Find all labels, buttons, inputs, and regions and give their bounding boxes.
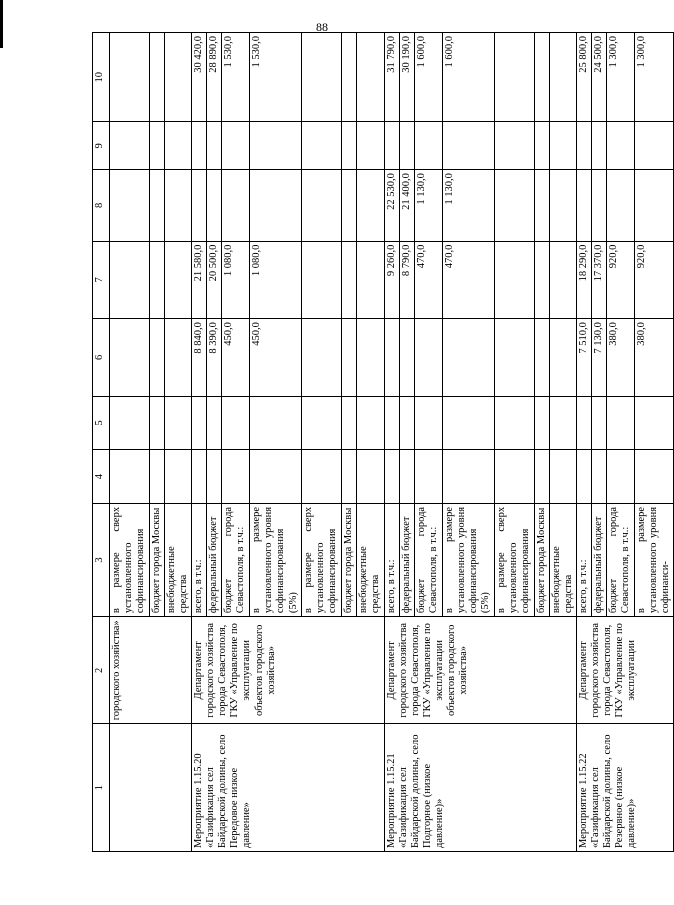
budget-source-label: внебюджетные средства (549, 503, 576, 616)
value-cell (399, 122, 414, 170)
value-cell (576, 170, 591, 242)
budget-source-label: в размере сверх установленного софинансирования (494, 503, 534, 616)
col-header: 5 (93, 396, 110, 450)
col-header: 2 (93, 617, 110, 724)
value-cell (414, 122, 442, 170)
value-cell (606, 122, 634, 170)
budget-source-label: бюджет города Москвы (534, 503, 549, 616)
org-cell: Департамент городского хозяйства города Севастополя, ГКУ «Управление по эксплуатации (576, 617, 673, 724)
budget-source-label: всего, в т.ч.: (192, 503, 207, 616)
value-cell: 470,0 (414, 241, 442, 318)
value-cell: 1 080,0 (222, 241, 250, 318)
col-header: 3 (93, 503, 110, 616)
value-cell: 1 530,0 (222, 33, 250, 122)
table-row (384, 33, 399, 852)
col-header: 1 (93, 724, 110, 852)
value-cell (591, 170, 606, 242)
budget-source-label: бюджет города Москвы (150, 503, 165, 616)
value-cell: 470,0 (442, 241, 494, 318)
measure-title-cell: Мероприятие 1.15.22 «Газификация сел Байдарской долины, село Резервное (низкое давление)» (576, 724, 673, 852)
budget-source-label: внебюджетные средства (357, 503, 384, 616)
value-cell (576, 122, 591, 170)
value-cell: 920,0 (634, 241, 673, 318)
value-cell: 1 130,0 (414, 170, 442, 242)
budget-source-label: в размере сверх установленного софинансирования (302, 503, 342, 616)
value-cell (207, 122, 222, 170)
value-cell: 7 510,0 (576, 319, 591, 396)
value-cell (414, 319, 442, 396)
scan-edge-mark (0, 0, 3, 48)
value-cell: 1 600,0 (414, 33, 442, 122)
value-cell (442, 122, 494, 170)
value-cell (192, 170, 207, 242)
value-cell (606, 170, 634, 242)
value-cell: 1 300,0 (606, 33, 634, 122)
value-cell: 1 600,0 (442, 33, 494, 122)
org-cell: Департамент городского хозяйства города Севастополя, ГКУ «Управление по эксплуатации объектов городского хозяйства» (384, 617, 576, 724)
value-cell: 380,0 (606, 319, 634, 396)
budget-source-label: федеральный бюджет (207, 503, 222, 616)
budget-source-label: бюджет города Севастополя, в т.ч.: (414, 503, 442, 616)
value-cell: 17 370,0 (591, 241, 606, 318)
value-cell (442, 319, 494, 396)
col-header: 7 (93, 241, 110, 318)
value-cell (250, 122, 302, 170)
budget-source-label: в размере установленного уровня софинансирования (5%) (250, 503, 302, 616)
value-cell (384, 122, 399, 170)
value-cell (222, 170, 250, 242)
value-cell (384, 319, 399, 396)
table-row (576, 33, 591, 852)
value-cell: 30 190,0 (399, 33, 414, 122)
col-header: 8 (93, 170, 110, 242)
measure-title-cell (110, 724, 192, 852)
value-cell: 21 400,0 (399, 170, 414, 242)
budget-source-label: бюджет города Москвы (342, 503, 357, 616)
value-cell: 8 790,0 (399, 241, 414, 318)
value-cell: 1 300,0 (634, 33, 673, 122)
value-cell: 21 580,0 (192, 241, 207, 318)
value-cell: 380,0 (634, 319, 673, 396)
measure-title-cell: Мероприятие 1.15.20 «Газификация сел Байдарской долины, село Передовое низкое давление» (192, 724, 384, 852)
org-cell: городского хозяйства» (110, 617, 192, 724)
budget-source-label: всего, в т.ч.: (384, 503, 399, 616)
budget-source-label: бюджет города Севастополя, в т.ч.: (606, 503, 634, 616)
budget-source-label: бюджет города Севастополя, в т.ч.: (222, 503, 250, 616)
value-cell: 9 260,0 (384, 241, 399, 318)
value-cell (399, 319, 414, 396)
value-cell: 8 840,0 (192, 319, 207, 396)
value-cell: 450,0 (222, 319, 250, 396)
value-cell (634, 170, 673, 242)
value-cell (192, 122, 207, 170)
value-cell (634, 122, 673, 170)
value-cell: 1 530,0 (250, 33, 302, 122)
value-cell: 25 800,0 (576, 33, 591, 122)
value-cell: 24 500,0 (591, 33, 606, 122)
value-cell (250, 170, 302, 242)
budget-source-label: в размере установленного уровня софинанси- (634, 503, 673, 616)
budget-source-label: в размере установленного уровня софинансирования (5%) (442, 503, 494, 616)
value-cell (207, 170, 222, 242)
table-row (110, 33, 150, 852)
org-cell: Департамент городского хозяйства города Севастополя, ГКУ «Управление по эксплуатации объектов городского хозяйства» (192, 617, 384, 724)
value-cell (591, 122, 606, 170)
value-cell: 920,0 (606, 241, 634, 318)
budget-table (92, 32, 674, 852)
value-cell: 1 080,0 (250, 241, 302, 318)
col-header: 4 (93, 450, 110, 504)
value-cell: 22 530,0 (384, 170, 399, 242)
value-cell: 28 890,0 (207, 33, 222, 122)
budget-source-label: в размере сверх установленного софинансирования (110, 503, 150, 616)
value-cell: 450,0 (250, 319, 302, 396)
value-cell: 18 290,0 (576, 241, 591, 318)
budget-source-label: федеральный бюджет (591, 503, 606, 616)
budget-source-label: федеральный бюджет (399, 503, 414, 616)
rotated-table-container (92, 32, 672, 852)
budget-source-label: всего, в т.ч.: (576, 503, 591, 616)
col-header: 9 (93, 122, 110, 170)
table-row (192, 33, 207, 852)
col-header: 6 (93, 319, 110, 396)
value-cell: 7 130,0 (591, 319, 606, 396)
col-header: 10 (93, 33, 110, 122)
budget-source-label: внебюджетные средства (165, 503, 192, 616)
value-cell: 20 500,0 (207, 241, 222, 318)
value-cell: 8 390,0 (207, 319, 222, 396)
value-cell: 30 420,0 (192, 33, 207, 122)
value-cell: 1 130,0 (442, 170, 494, 242)
header-row (93, 33, 110, 852)
measure-title-cell: Мероприятие 1.15.21 «Газификация сел Байдарской долины, село Подгорное (низкое давление)» (384, 724, 576, 852)
page-number: 88 (316, 20, 328, 34)
value-cell: 31 790,0 (384, 33, 399, 122)
value-cell (222, 122, 250, 170)
